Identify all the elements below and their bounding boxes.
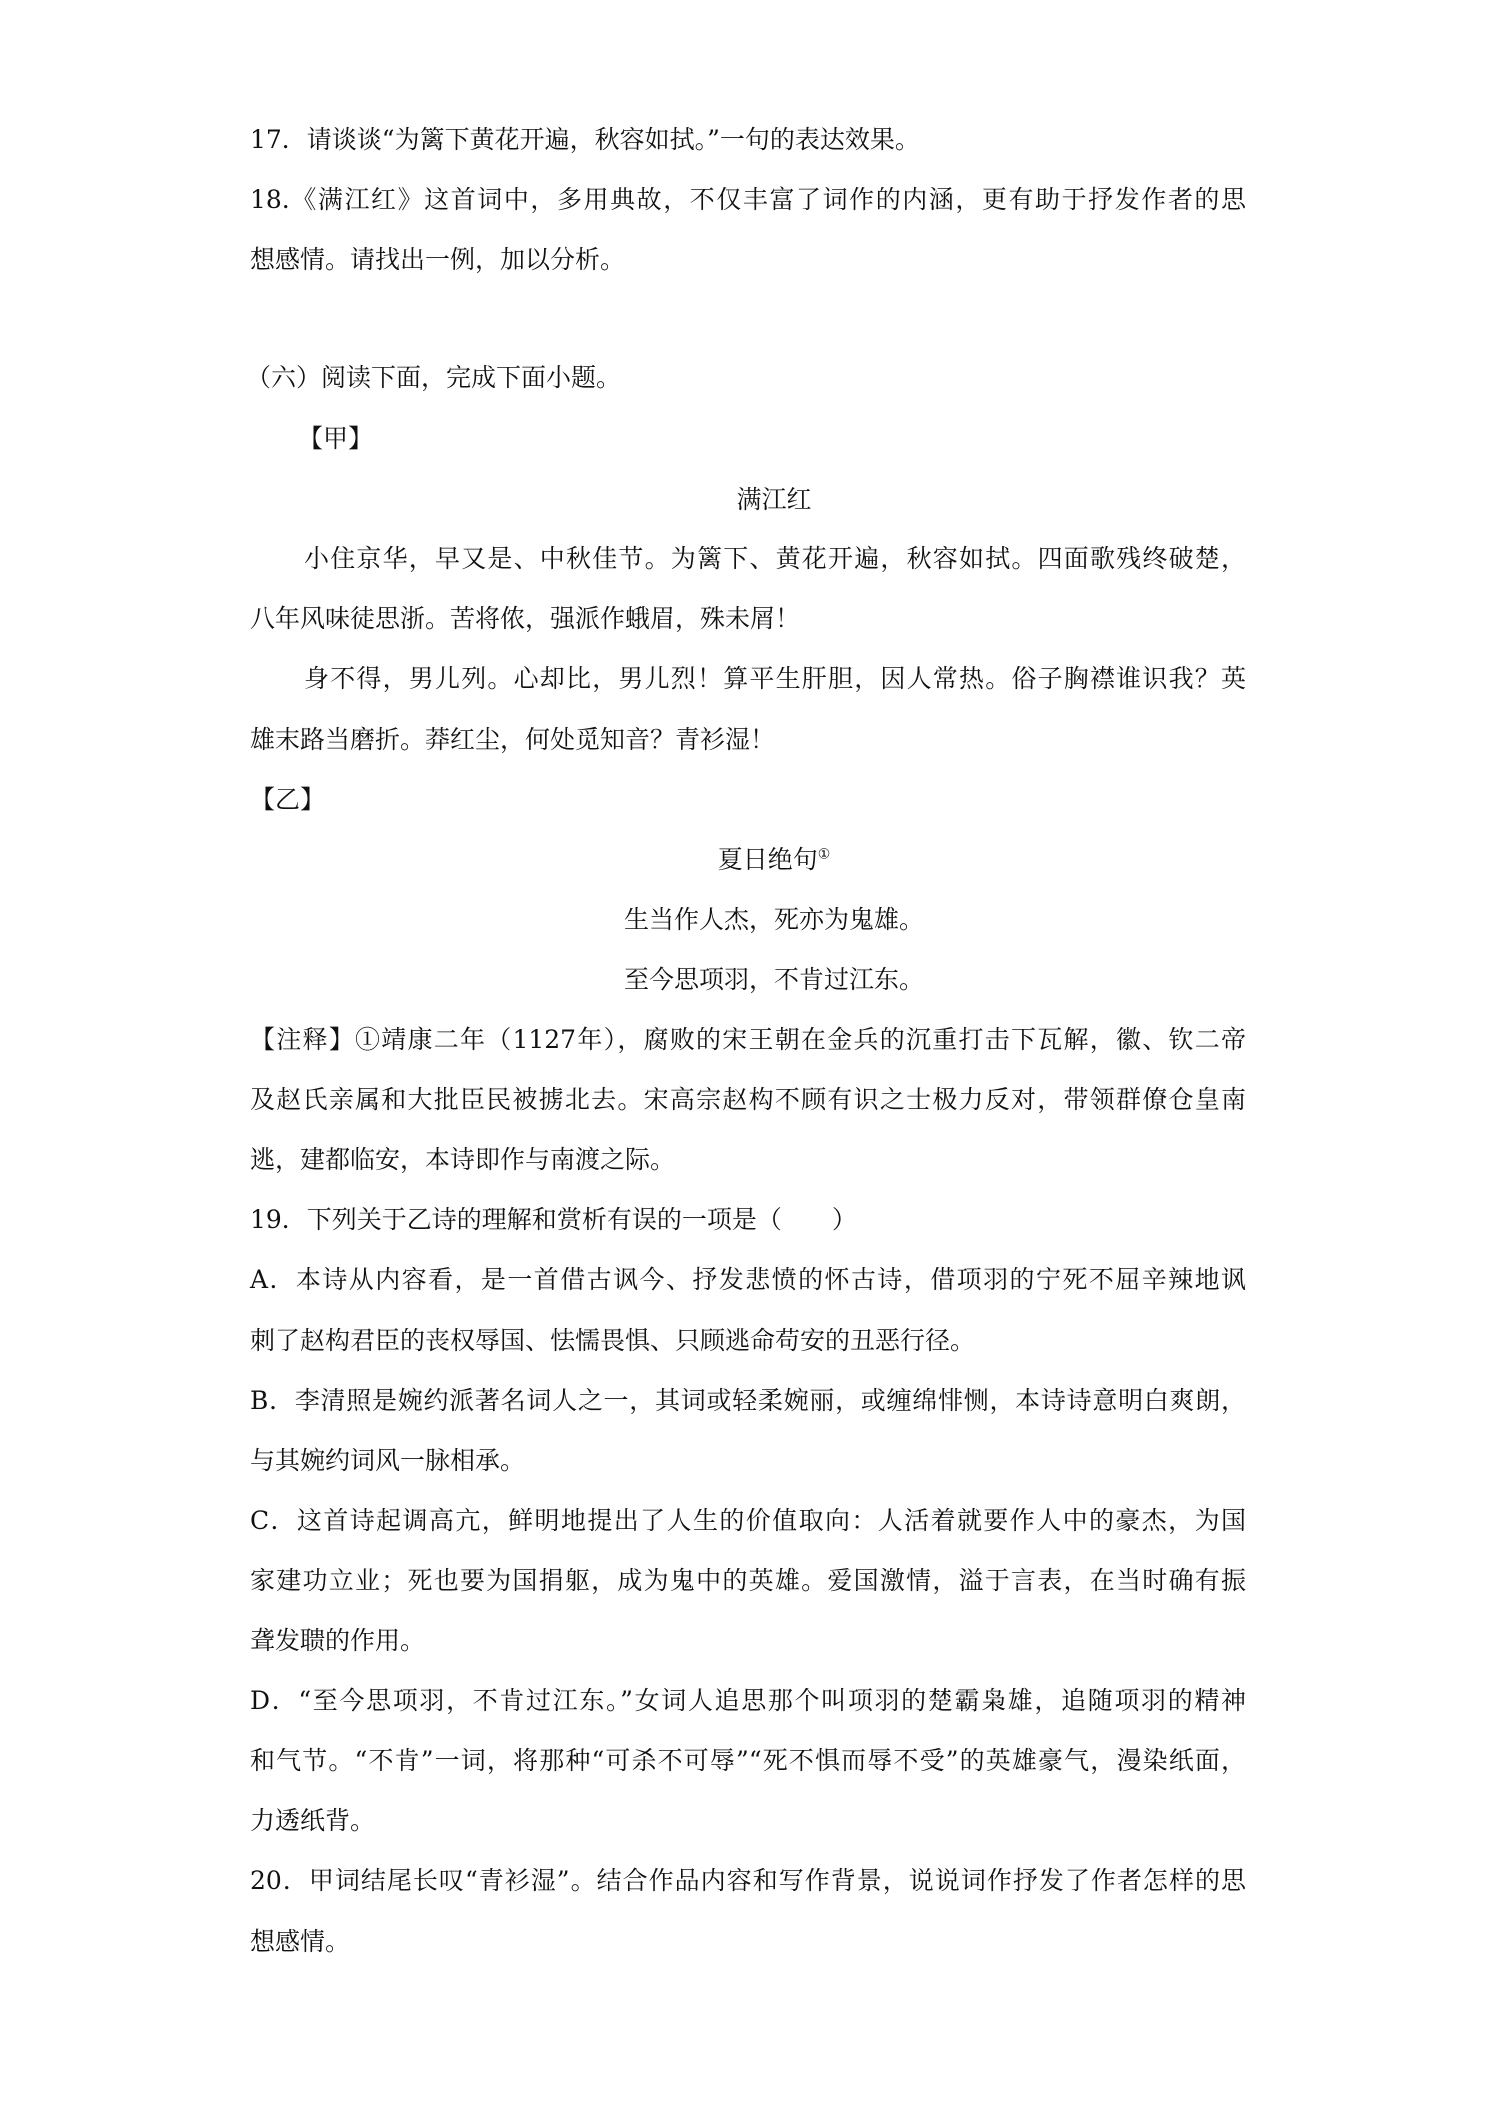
option-d-line-3: 力透纸背。 xyxy=(250,1806,376,1835)
jia-stanza-1-line-2: 八年风味徒思浙。苦将侬，强派作蛾眉，殊未屑！ xyxy=(250,604,801,633)
option-d-line-1: D．“至今思项羽，不肯过江东。”女词人追思那个叫项羽的楚霸枭雄，追随项羽的精神 xyxy=(250,1686,1246,1715)
note-line-3: 逃，建都临安，本诗即作与南渡之际。 xyxy=(250,1145,676,1174)
note-line-1: 【注释】①靖康二年（1127年），腐败的宋王朝在金兵的沉重打击下瓦解，徽、钦二帝 xyxy=(250,1025,1246,1054)
option-b-line-1: B．李清照是婉约派著名词人之一，其词或轻柔婉丽，或缠绵悱恻，本诗诗意明白爽朗， xyxy=(250,1386,1246,1415)
jia-poem-title: 满江红 xyxy=(736,485,812,514)
yi-poem-line-2: 至今思项羽，不肯过江东。 xyxy=(623,965,924,994)
question-17: 17．请谈谈“为篱下黄花开遍，秋容如拭。”一句的表达效果。 xyxy=(250,125,920,154)
question-19-stem: 19．下列关于乙诗的理解和赏析有误的一项是（ ） xyxy=(250,1205,857,1234)
section-6-heading: （六）阅读下面，完成下面小题。 xyxy=(246,363,622,392)
jia-stanza-1-line-1: 小住京华，早又是、中秋佳节。为篱下、黄花开遍，秋容如拭。四面歌残终破楚， xyxy=(304,544,1246,573)
jia-label: 【甲】 xyxy=(298,424,374,453)
option-a-line-2: 刺了赵构君臣的丧权辱国、怯懦畏惧、只顾逃命苟安的丑恶行径。 xyxy=(250,1326,976,1355)
jia-stanza-2-line-1: 身不得，男儿列。心却比，男儿烈！算平生肝胆，因人常热。俗子胸襟谁识我？英 xyxy=(304,664,1246,693)
yi-label: 【乙】 xyxy=(250,785,326,814)
option-c-line-2: 家建功立业；死也要为国捐躯，成为鬼中的英雄。爱国激情，溢于言表，在当时确有振 xyxy=(250,1566,1246,1595)
yi-poem-line-1: 生当作人杰，死亦为鬼雄。 xyxy=(623,905,924,934)
option-b-line-2: 与其婉约词风一脉相承。 xyxy=(250,1446,526,1475)
option-d-line-2: 和气节。“不肯”一词，将那种“可杀不可辱”“死不惧而辱不受”的英雄豪气，漫染纸面， xyxy=(250,1746,1246,1775)
yi-poem-title: 夏日绝句① xyxy=(717,845,831,874)
footnote-mark: ① xyxy=(817,846,831,863)
note-line-2: 及赵氏亲属和大批臣民被掳北去。宋高宗赵构不顾有识之士极力反对，带领群僚仓皇南 xyxy=(250,1085,1246,1114)
option-c-line-3: 聋发聩的作用。 xyxy=(250,1626,426,1655)
question-20-line-2: 想感情。 xyxy=(250,1927,351,1956)
option-a-line-1: A．本诗从内容看，是一首借古讽今、抒发悲愤的怀古诗，借项羽的宁死不屈辛辣地讽 xyxy=(250,1265,1246,1294)
jia-stanza-2-line-2: 雄末路当磨折。莽红尘，何处觅知音？青衫湿！ xyxy=(250,725,776,754)
question-18-line-1: 18.《满江红》这首词中，多用典故，不仅丰富了词作的内涵，更有助于抒发作者的思 xyxy=(250,185,1246,214)
question-20-line-1: 20．甲词结尾长叹“青衫湿”。结合作品内容和写作背景，说说词作抒发了作者怎样的思 xyxy=(250,1866,1246,1895)
question-18-line-2: 想感情。请找出一例，加以分析。 xyxy=(250,245,626,274)
option-c-line-1: C．这首诗起调高亢，鲜明地提出了人生的价值取向：人活着就要作人中的豪杰，为国 xyxy=(250,1506,1246,1535)
